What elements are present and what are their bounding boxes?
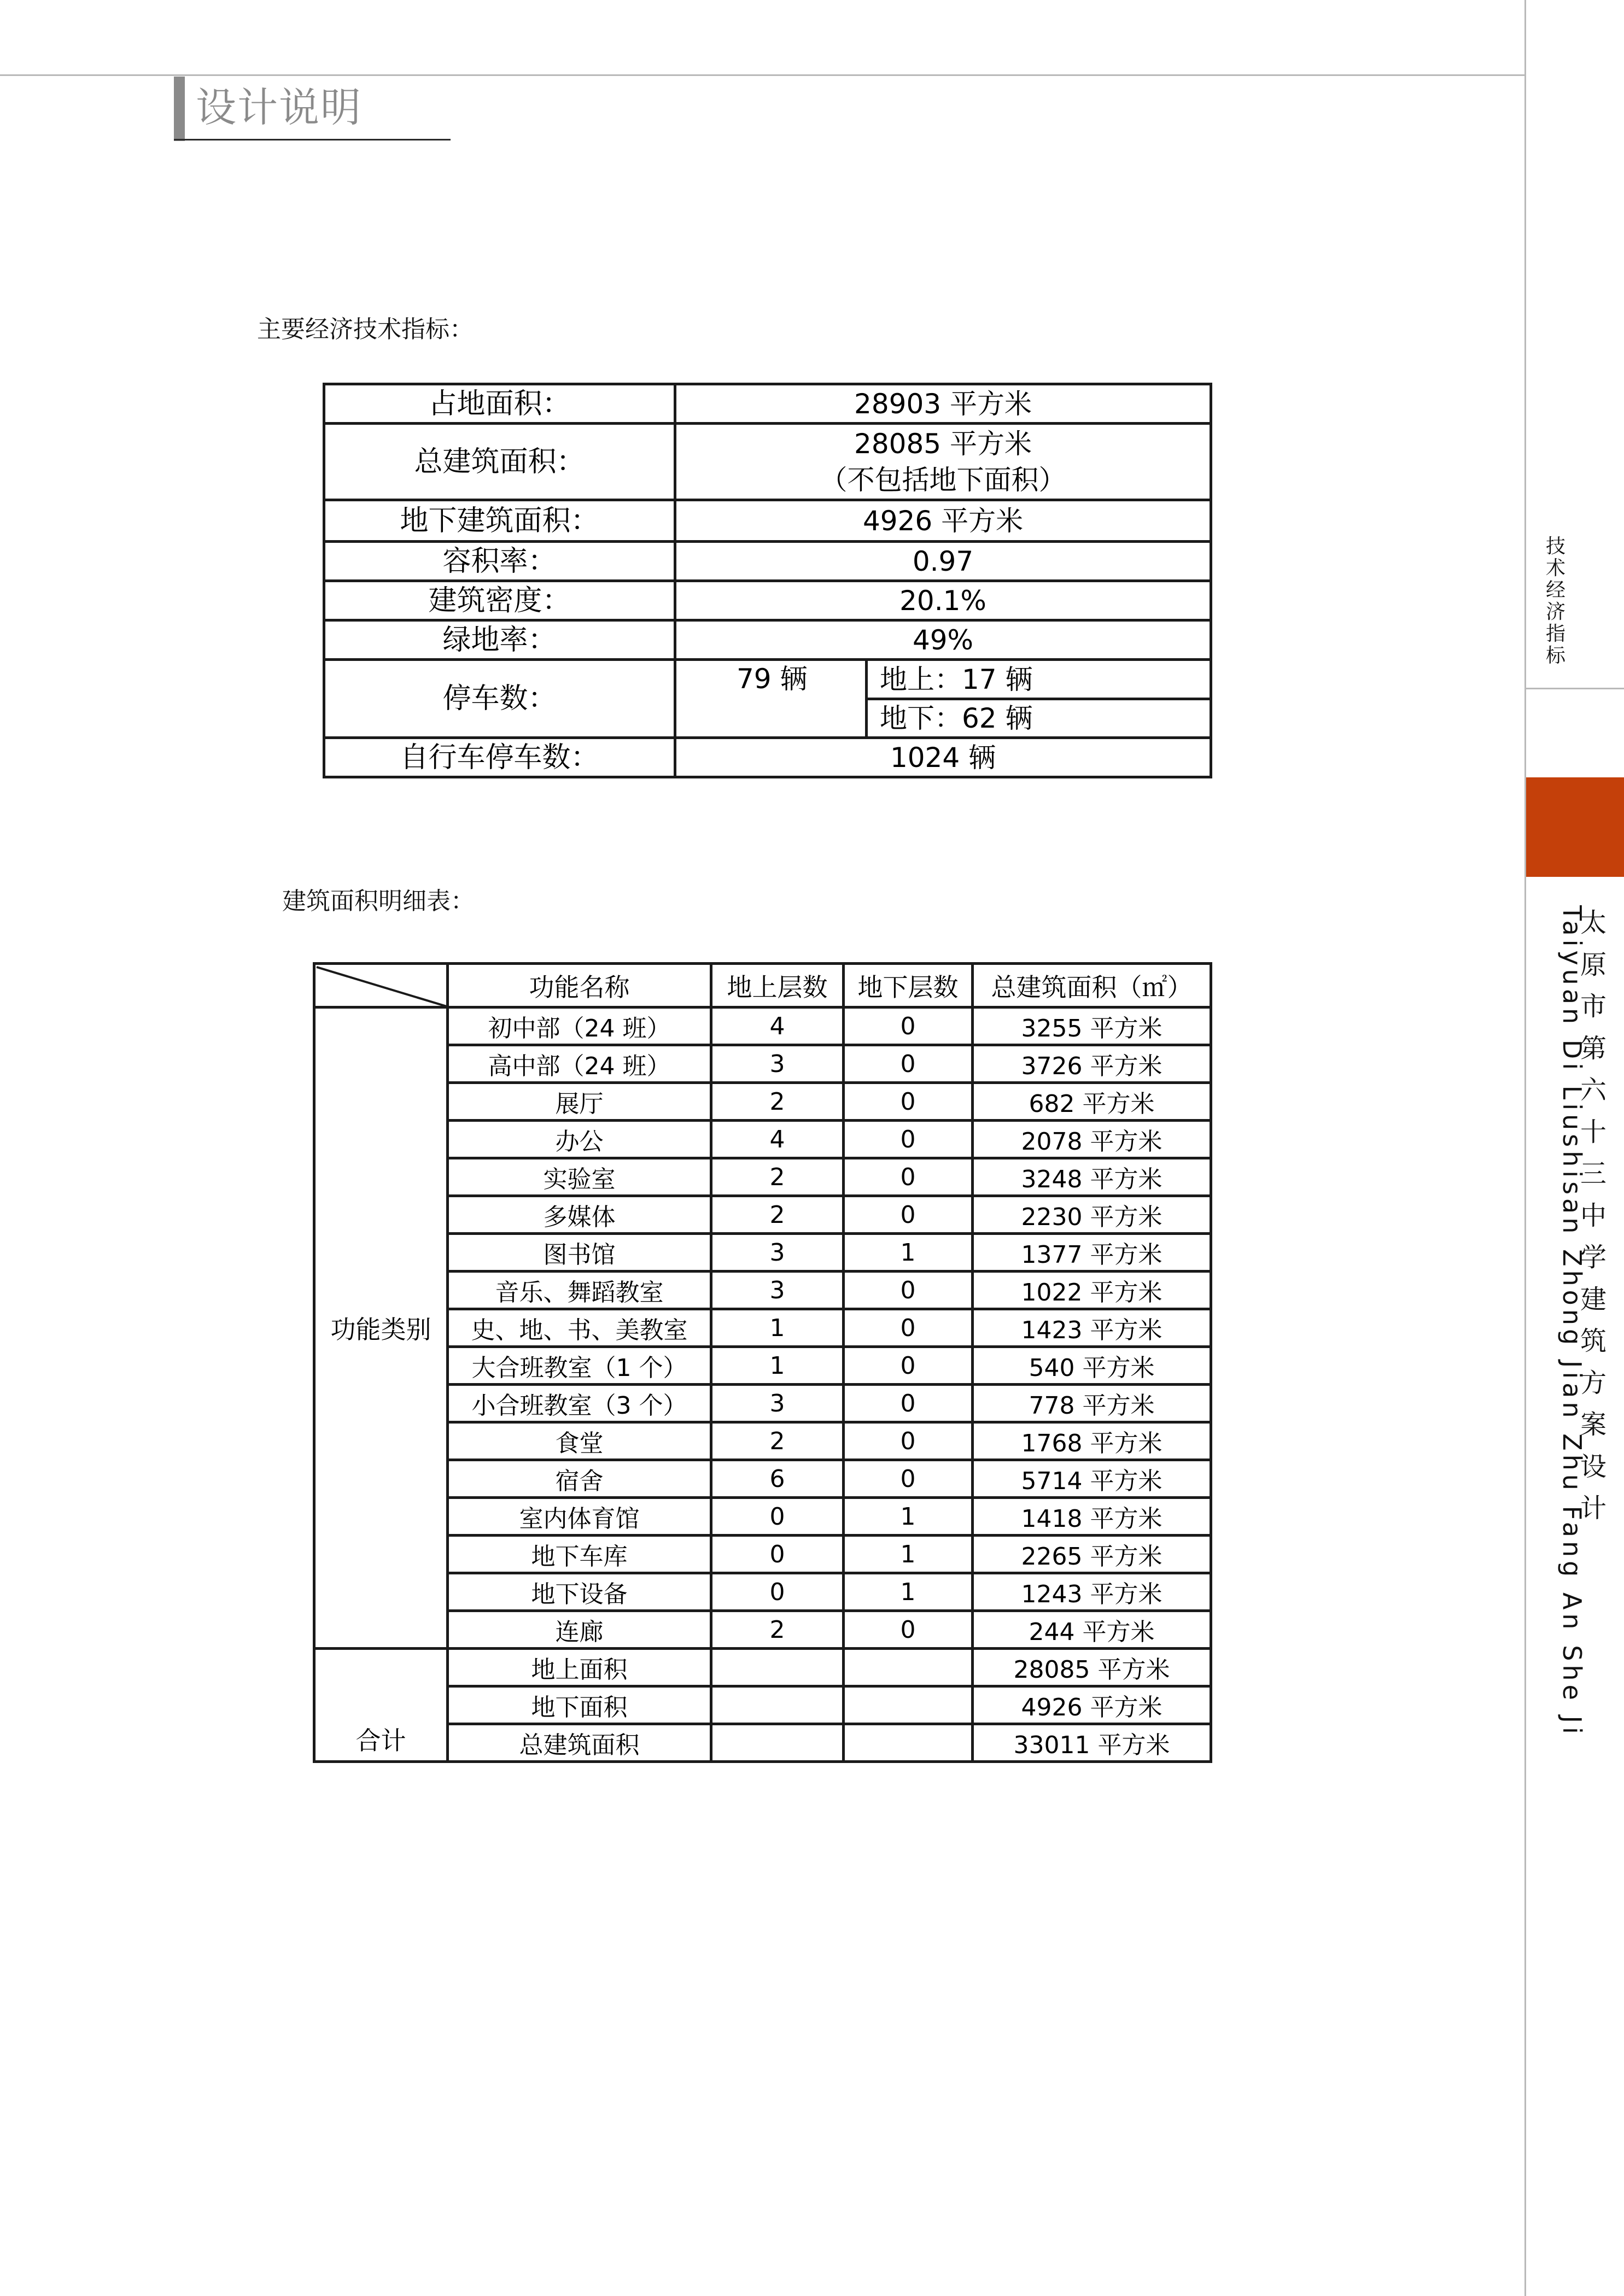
- cell-function-name: 地下设备: [448, 1573, 711, 1611]
- diagonal-header-cell: [314, 964, 448, 1008]
- sidebar-note-char: 指: [1545, 623, 1565, 645]
- sidebar-note-char: 术: [1545, 557, 1565, 579]
- cell-floors-above: 3: [711, 1272, 844, 1309]
- total-floors-below: [844, 1724, 973, 1762]
- cell-function-name: 大合班教室（1 个）: [448, 1347, 711, 1385]
- total-label: 合计: [314, 1649, 448, 1762]
- cell-floors-above: 1: [711, 1347, 844, 1385]
- sidebar-title-char: 筑: [1580, 1326, 1607, 1356]
- total-floors-below: [844, 1649, 973, 1686]
- cell-total-area: 3726 平方米: [973, 1045, 1211, 1083]
- cell-floors-above: 2: [711, 1083, 844, 1121]
- green-rate-value: 49%: [675, 620, 1211, 660]
- sidebar-note-char: 经: [1545, 579, 1565, 601]
- header-floors-above: 地上层数: [711, 964, 844, 1008]
- cell-floors-below: 0: [844, 1083, 973, 1121]
- table-row: [314, 1573, 1211, 1611]
- cell-function-name: 初中部（24 班）: [448, 1008, 711, 1045]
- cell-floors-below: 0: [844, 1045, 973, 1083]
- cell-floors-above: 6: [711, 1460, 844, 1498]
- cell-function-name: 图书馆: [448, 1234, 711, 1272]
- table-row: [314, 1234, 1211, 1272]
- sidebar-title-char: 计: [1580, 1493, 1607, 1524]
- total-row: [314, 1724, 1211, 1762]
- cell-floors-above: 2: [711, 1196, 844, 1234]
- cell-total-area: 1418 平方米: [973, 1498, 1211, 1536]
- table-row: [314, 1347, 1211, 1385]
- cell-total-area: 3255 平方米: [973, 1008, 1211, 1045]
- cell-floors-above: 0: [711, 1536, 844, 1573]
- parking-total: 79 辆: [675, 660, 867, 738]
- cell-floors-above: 0: [711, 1573, 844, 1611]
- table-row: [314, 1611, 1211, 1649]
- green-rate-label: 绿地率：: [324, 620, 675, 660]
- cell-function-name: 地下车库: [448, 1536, 711, 1573]
- total-total-area: 4926 平方米: [973, 1686, 1211, 1724]
- sidebar-note-char: 济: [1545, 601, 1565, 623]
- total-function-name: 地上面积: [448, 1649, 711, 1686]
- cell-function-name: 展厅: [448, 1083, 711, 1121]
- header-total-area: 总建筑面积（㎡）: [973, 964, 1211, 1008]
- cell-function-name: 室内体育馆: [448, 1498, 711, 1536]
- cell-total-area: 244 平方米: [973, 1611, 1211, 1649]
- total-total-area: 33011 平方米: [973, 1724, 1211, 1762]
- header-function-name: 功能名称: [448, 964, 711, 1008]
- sidebar-title-char: 六: [1580, 1075, 1607, 1105]
- category-label: 功能类别: [314, 1008, 448, 1649]
- cell-total-area: 5714 平方米: [973, 1460, 1211, 1498]
- right-rule: [1524, 0, 1526, 2296]
- table-row: [314, 1460, 1211, 1498]
- cell-total-area: 1243 平方米: [973, 1573, 1211, 1611]
- cell-total-area: 540 平方米: [973, 1347, 1211, 1385]
- cell-floors-above: 3: [711, 1045, 844, 1083]
- table-row: [314, 1083, 1211, 1121]
- cell-total-area: 2265 平方米: [973, 1536, 1211, 1573]
- total-floors-below: [844, 1686, 973, 1724]
- table-row: [314, 1045, 1211, 1083]
- table-row: [314, 1498, 1211, 1536]
- table-row: [314, 1121, 1211, 1158]
- parking-above: 地上：17 辆: [867, 660, 1211, 699]
- total-floors-above: [711, 1649, 844, 1686]
- total-function-name: 总建筑面积: [448, 1724, 711, 1762]
- cell-total-area: 682 平方米: [973, 1083, 1211, 1121]
- cell-floors-below: 0: [844, 1611, 973, 1649]
- sidebar-title-char: 方: [1580, 1367, 1607, 1398]
- cell-floors-above: 3: [711, 1385, 844, 1422]
- cell-function-name: 实验室: [448, 1158, 711, 1196]
- cell-floors-above: 1: [711, 1309, 844, 1347]
- cell-function-name: 史、地、书、美教室: [448, 1309, 711, 1347]
- cell-floors-below: 1: [844, 1234, 973, 1272]
- cell-floors-above: 2: [711, 1611, 844, 1649]
- sidebar-note-char: 技: [1545, 535, 1565, 558]
- total-area-value: 28085 平方米: [854, 427, 1032, 460]
- total-floors-above: [711, 1724, 844, 1762]
- header-marker: [174, 77, 185, 141]
- cell-floors-above: 3: [711, 1234, 844, 1272]
- density-value: 20.1%: [675, 581, 1211, 620]
- cell-function-name: 宿舍: [448, 1460, 711, 1498]
- cell-total-area: 1377 平方米: [973, 1234, 1211, 1272]
- total-floors-above: [711, 1686, 844, 1724]
- parking-label: 停车数：: [324, 660, 675, 738]
- total-function-name: 地下面积: [448, 1686, 711, 1724]
- far-label: 容积率：: [324, 542, 675, 581]
- far-value: 0.97: [675, 542, 1211, 581]
- cell-floors-below: 0: [844, 1460, 973, 1498]
- total-row: [314, 1686, 1211, 1724]
- cell-total-area: 1423 平方米: [973, 1309, 1211, 1347]
- sidebar-title-char: 设: [1580, 1451, 1607, 1482]
- sidebar-title-char: 建: [1580, 1284, 1607, 1315]
- page-title: 设计说明: [196, 84, 362, 131]
- cell-total-area: 3248 平方米: [973, 1158, 1211, 1196]
- cell-total-area: 1768 平方米: [973, 1422, 1211, 1460]
- area-table-caption: 建筑面积明细表：: [282, 887, 475, 915]
- cell-floors-below: 1: [844, 1573, 973, 1611]
- cell-floors-above: 2: [711, 1158, 844, 1196]
- indicators-caption: 主要经济技术指标：: [257, 315, 474, 343]
- cell-function-name: 小合班教室（3 个）: [448, 1385, 711, 1422]
- cell-floors-below: 0: [844, 1272, 973, 1309]
- sidebar-accent-block: [1526, 777, 1624, 877]
- total-area-label: 总建筑面积：: [324, 424, 675, 500]
- table-row: [314, 1196, 1211, 1234]
- sidebar-title-char: 太: [1580, 907, 1607, 938]
- table-row: [314, 1536, 1211, 1573]
- bike-parking-label: 自行车停车数：: [324, 738, 675, 777]
- parking-below: 地下：62 辆: [867, 699, 1211, 738]
- cell-floors-below: 0: [844, 1422, 973, 1460]
- table-row: [314, 1385, 1211, 1422]
- table-row: [314, 1158, 1211, 1196]
- bike-parking-value: 1024 辆: [675, 738, 1211, 777]
- cell-function-name: 连廊: [448, 1611, 711, 1649]
- cell-floors-above: 2: [711, 1422, 844, 1460]
- cell-floors-below: 0: [844, 1385, 973, 1422]
- sidebar-title-char: 原: [1580, 949, 1607, 980]
- underground-area-label: 地下建筑面积：: [324, 500, 675, 542]
- sidebar-note-char: 标: [1545, 645, 1565, 667]
- cell-function-name: 办公: [448, 1121, 711, 1158]
- site-area-value: 28903 平方米: [675, 384, 1211, 424]
- sidebar-title-char: 中: [1580, 1200, 1607, 1231]
- cell-function-name: 多媒体: [448, 1196, 711, 1234]
- total-total-area: 28085 平方米: [973, 1649, 1211, 1686]
- sidebar-section-note: [1542, 536, 1569, 667]
- cell-floors-above: 4: [711, 1121, 844, 1158]
- area-detail-table: [313, 962, 1212, 1763]
- sidebar-title-char: 十: [1580, 1116, 1607, 1147]
- table-row: [314, 1272, 1211, 1309]
- cell-function-name: 音乐、舞蹈教室: [448, 1272, 711, 1309]
- table-row: [314, 1422, 1211, 1460]
- cell-floors-below: 0: [844, 1347, 973, 1385]
- header-floors-below: 地下层数: [844, 964, 973, 1008]
- diagonal-line: [316, 965, 448, 1008]
- total-area-cell: [675, 424, 1211, 500]
- sidebar-title-char: 三: [1580, 1158, 1607, 1189]
- total-row: [314, 1649, 1211, 1686]
- header-underline: [174, 139, 451, 140]
- cell-total-area: 1022 平方米: [973, 1272, 1211, 1309]
- sidebar-title-char: 案: [1580, 1409, 1607, 1440]
- cell-floors-above: 4: [711, 1008, 844, 1045]
- cell-total-area: 778 平方米: [973, 1385, 1211, 1422]
- cell-floors-below: 0: [844, 1196, 973, 1234]
- cell-floors-below: 0: [844, 1121, 973, 1158]
- density-label: 建筑密度：: [324, 581, 675, 620]
- cell-floors-below: 1: [844, 1536, 973, 1573]
- sidebar-separator: [1526, 688, 1624, 689]
- site-area-label: 占地面积：: [324, 384, 675, 424]
- cell-total-area: 2230 平方米: [973, 1196, 1211, 1234]
- table-row: [314, 1008, 1211, 1045]
- cell-floors-below: 0: [844, 1158, 973, 1196]
- table-row: [314, 1309, 1211, 1347]
- total-area-note: （不包括地下面积）: [820, 464, 1066, 496]
- cell-floors-below: 0: [844, 1008, 973, 1045]
- cell-floors-above: 0: [711, 1498, 844, 1536]
- sidebar-title-char: 市: [1580, 991, 1607, 1022]
- sidebar-title-en: Taiyuan Di Liushisan Zhong Jian Zhu Fang An She Ji: [1557, 905, 1587, 1738]
- cell-total-area: 2078 平方米: [973, 1121, 1211, 1158]
- cell-function-name: 食堂: [448, 1422, 711, 1460]
- cell-floors-below: 1: [844, 1498, 973, 1536]
- sidebar-title-char: 第: [1580, 1033, 1607, 1064]
- sidebar-title-char: 学: [1580, 1242, 1607, 1273]
- cell-floors-below: 0: [844, 1309, 973, 1347]
- underground-area-value: 4926 平方米: [675, 500, 1211, 542]
- indicators-table: [323, 383, 1212, 778]
- cell-function-name: 高中部（24 班）: [448, 1045, 711, 1083]
